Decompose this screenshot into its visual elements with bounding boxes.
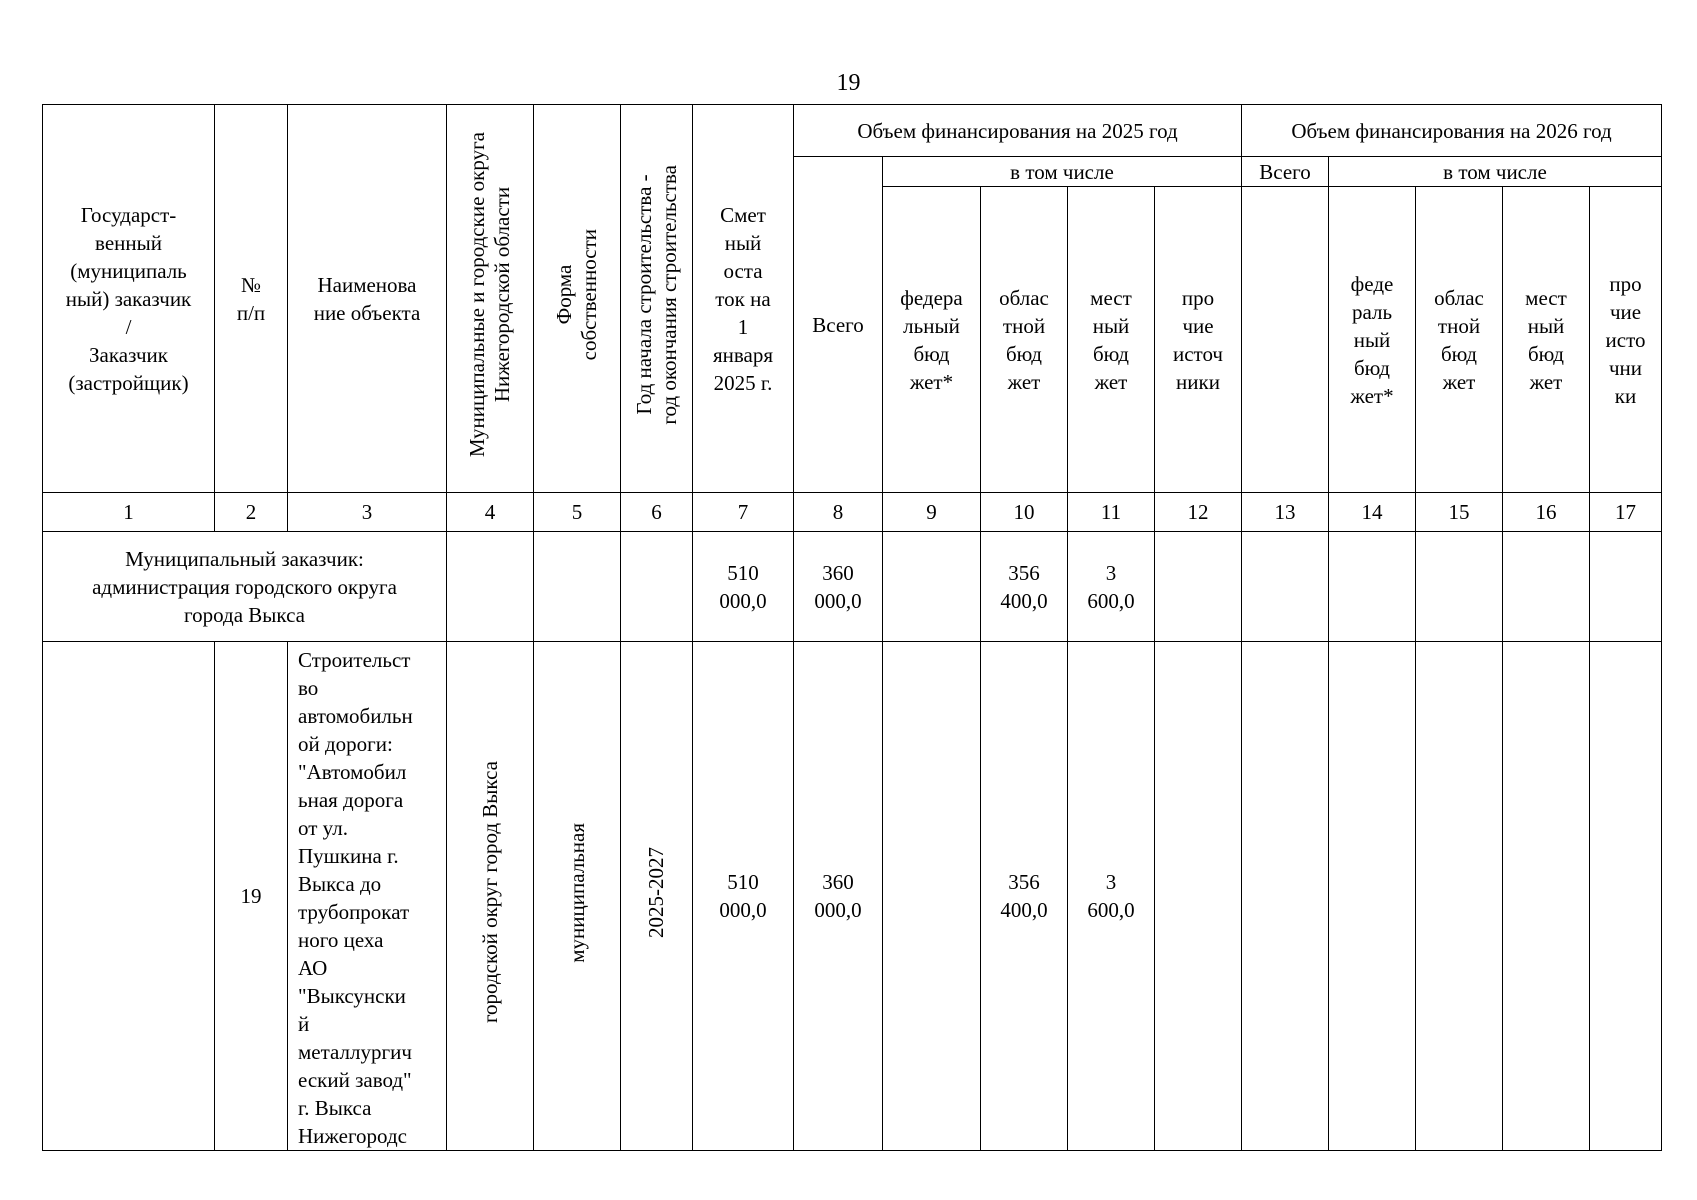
header-object-name: Наименова ние объекта bbox=[288, 105, 447, 493]
item-years: 2025-2027 bbox=[644, 847, 668, 938]
header-years: Год начала строительства - год окончания строительства bbox=[631, 165, 681, 425]
header-other-2025: про чие источ ники bbox=[1155, 187, 1242, 493]
column-number: 17 bbox=[1590, 493, 1662, 532]
header-number: № п/п bbox=[215, 105, 288, 493]
group-empty bbox=[534, 532, 621, 642]
header-federal-2025: федера льный бюд жет* bbox=[883, 187, 981, 493]
header-local-2025: мест ный бюд жет bbox=[1068, 187, 1155, 493]
column-number: 8 bbox=[794, 493, 883, 532]
group-empty bbox=[621, 532, 693, 642]
group-estimated-balance: 510 000,0 bbox=[693, 532, 794, 642]
group-empty bbox=[1503, 532, 1590, 642]
header-municipality-cell bbox=[447, 105, 534, 493]
item-empty bbox=[1242, 642, 1329, 1151]
page-number: 19 bbox=[836, 70, 861, 96]
column-number: 4 bbox=[447, 493, 534, 532]
item-local-2025: 3 600,0 bbox=[1068, 642, 1155, 1151]
header-municipality: Муниципальные и городские округа Нижегородской области bbox=[465, 132, 514, 458]
column-number: 6 bbox=[621, 493, 693, 532]
column-number: 13 bbox=[1242, 493, 1329, 532]
header-total-2026: Всего bbox=[1242, 157, 1329, 187]
item-empty bbox=[1590, 642, 1662, 1151]
item-object-name: Строительст во автомобильн ой дороги: "Автомобил ьная дорога от ул. Пушкина г. Выкса до трубопрокат ного цеха АО "Выксунски й металлургич еский завод" г. Выкса Нижегородс bbox=[288, 642, 447, 1151]
header-row bbox=[43, 105, 1662, 157]
item-municipality-cell bbox=[447, 642, 534, 1151]
group-local-2025: 3 600,0 bbox=[1068, 532, 1155, 642]
item-empty bbox=[883, 642, 981, 1151]
column-number: 9 bbox=[883, 493, 981, 532]
item-total-2025: 360 000,0 bbox=[794, 642, 883, 1151]
column-number: 15 bbox=[1416, 493, 1503, 532]
group-regional-2025: 356 400,0 bbox=[981, 532, 1068, 642]
group-customer: Муниципальный заказчик: администрация городского округа города Выкса bbox=[43, 532, 447, 642]
group-empty bbox=[1590, 532, 1662, 642]
header-regional-2026: облас тной бюд жет bbox=[1416, 187, 1503, 493]
group-row bbox=[43, 532, 1662, 642]
item-ownership-cell bbox=[534, 642, 621, 1151]
column-number: 10 bbox=[981, 493, 1068, 532]
column-numbers-row bbox=[43, 493, 1662, 532]
group-total-2025: 360 000,0 bbox=[794, 532, 883, 642]
column-number: 11 bbox=[1068, 493, 1155, 532]
header-funding-2025: Объем финансирования на 2025 год bbox=[794, 105, 1242, 157]
header-including-2026: в том числе bbox=[1329, 157, 1662, 187]
column-number: 1 bbox=[43, 493, 215, 532]
column-number: 2 bbox=[215, 493, 288, 532]
header-federal-2026: феде раль ный бюд жет* bbox=[1329, 187, 1416, 493]
item-municipality: городской округ город Выкса bbox=[477, 761, 502, 1024]
item-empty bbox=[1416, 642, 1503, 1151]
group-empty bbox=[447, 532, 534, 642]
item-ownership: муниципальная bbox=[564, 822, 589, 963]
group-empty bbox=[1416, 532, 1503, 642]
item-regional-2025: 356 400,0 bbox=[981, 642, 1068, 1151]
header-other-2026: про чие исто чни ки bbox=[1590, 187, 1662, 493]
column-number: 7 bbox=[693, 493, 794, 532]
column-number: 12 bbox=[1155, 493, 1242, 532]
item-years-cell bbox=[621, 642, 693, 1151]
investment-program-table bbox=[42, 104, 1662, 1151]
column-number: 14 bbox=[1329, 493, 1416, 532]
table-row bbox=[43, 642, 1662, 1151]
column-number: 3 bbox=[288, 493, 447, 532]
column-number: 5 bbox=[534, 493, 621, 532]
item-empty bbox=[1329, 642, 1416, 1151]
column-number: 16 bbox=[1503, 493, 1590, 532]
header-funding-2026: Объем финансирования на 2026 год bbox=[1242, 105, 1662, 157]
header-including-2025: в том числе bbox=[883, 157, 1242, 187]
header-local-2026: мест ный бюд жет bbox=[1503, 187, 1590, 493]
group-empty bbox=[1155, 532, 1242, 642]
item-empty bbox=[1155, 642, 1242, 1151]
group-empty bbox=[883, 532, 981, 642]
header-customer: Государст- венный (муниципаль ный) заказчик / Заказчик (застройщик) bbox=[43, 105, 215, 493]
group-empty bbox=[1242, 532, 1329, 642]
header-ownership: Форма собственности bbox=[552, 229, 601, 361]
item-customer-empty bbox=[43, 642, 215, 1151]
header-ownership-cell bbox=[534, 105, 621, 493]
header-regional-2025: облас тной бюд жет bbox=[981, 187, 1068, 493]
item-empty bbox=[1503, 642, 1590, 1151]
header-estimated-balance: Смет ный оста ток на 1 января 2025 г. bbox=[693, 105, 794, 493]
group-empty bbox=[1329, 532, 1416, 642]
item-estimated-balance: 510 000,0 bbox=[693, 642, 794, 1151]
item-number: 19 bbox=[215, 642, 288, 1151]
header-total-2025: Всего bbox=[794, 157, 883, 493]
header-empty-2026 bbox=[1242, 187, 1329, 493]
header-years-cell bbox=[621, 105, 693, 493]
